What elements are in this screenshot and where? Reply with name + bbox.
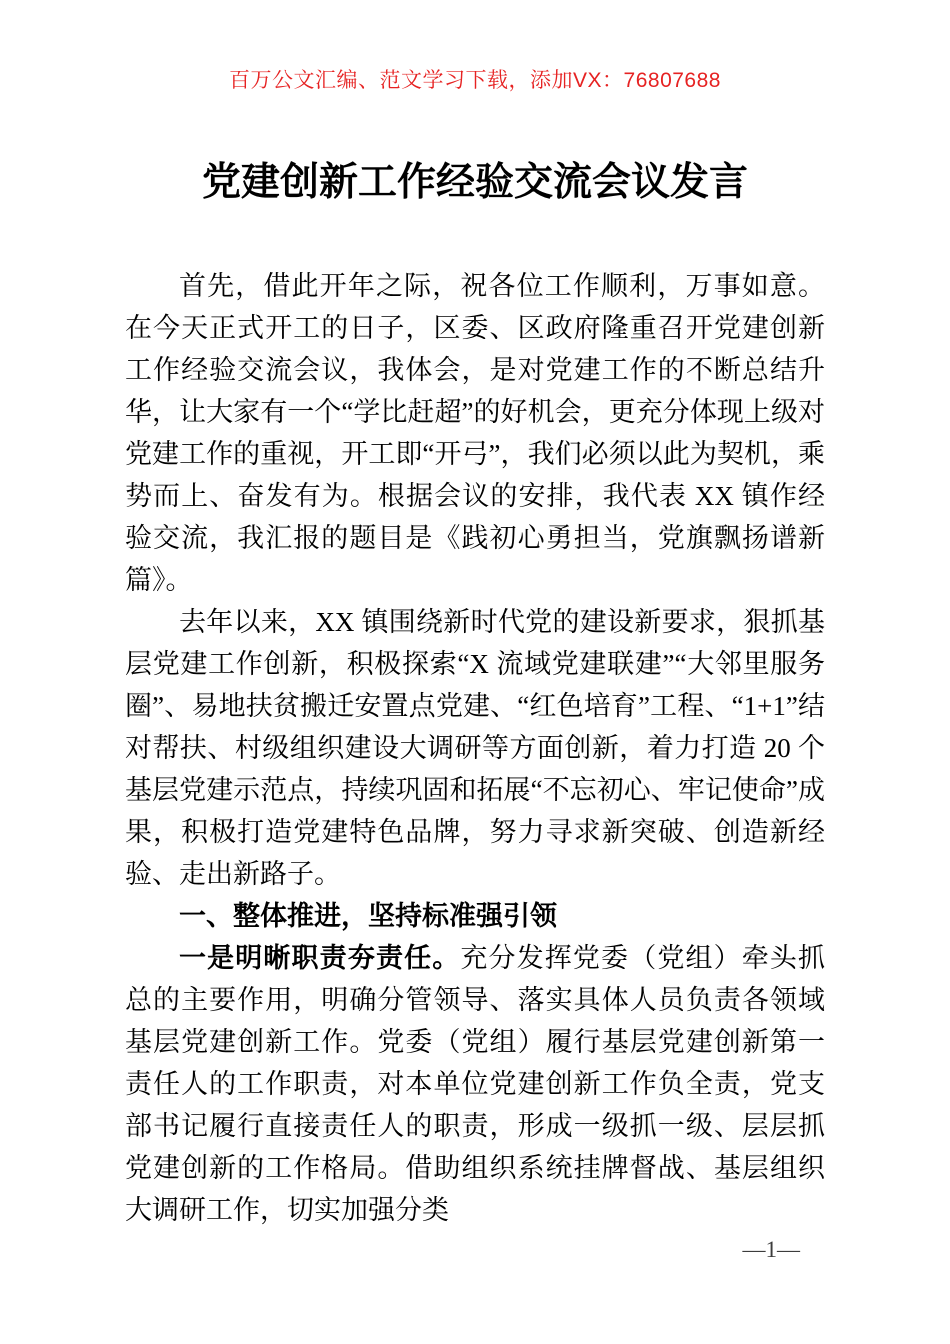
paragraph-responsibility [125, 937, 825, 1231]
paragraph-lead-bold: 一是明晰职责夯责任。 [179, 943, 461, 973]
document-body [0, 265, 950, 1231]
paragraph-overview: 去年以来，XX 镇围绕新时代党的建设新要求，狠抓基层党建工作创新，积极探索“X 流域党建联建”“大邻里服务圈”、易地扶贫搬迁安置点党建、“红色培育”工程、“1+1”结对帮扶、村级组织建设大调研等方面创新，着力打造 20 个基层党建示范点，持续巩固和拓展“不忘初心、牢记使命”成果，积极打造党建特色品牌，努力寻求新突破、创造新经验、走出新路子。 [125, 607, 825, 889]
section-heading-1: 一、整体推进，坚持标准强引领 [179, 901, 557, 931]
document-title: 党建创新工作经验交流会议发言 [201, 161, 748, 204]
paragraph-opening: 首先，借此开年之际，祝各位工作顺利，万事如意。在今天正式开工的日子，区委、区政府隆重召开党建创新工作经验交流会议，我体会，是对党建工作的不断总结升华，让大家有一个“学比赶超”的好机会，更充分体现上级对党建工作的重视，开工即“开弓”，我们必须以此为契机，乘势而上、奋发有为。根据会议的安排，我代表 XX 镇作经验交流，我汇报的题目是《践初心勇担当，党旗飘扬谱新篇》。 [125, 271, 825, 595]
paragraph-lead-body: 充分发挥党委（党组）牵头抓总的主要作用，明确分管领导、落实具体人员负责各领域基层党建创新工作。党委（党组）履行基层党建创新第一责任人的工作职责，对本单位党建创新工作负全责，党支部书记履行直接责任人的职责，形成一级抓一级、层层抓党建创新的工作格局。借助组织系统挂牌督战、基层组织大调研工作，切实加强分类 [125, 943, 826, 1225]
page-number: —1— [742, 1237, 800, 1262]
header-notice: 百万公文汇编、范文学习下载，添加VX：76807688 [229, 69, 721, 92]
